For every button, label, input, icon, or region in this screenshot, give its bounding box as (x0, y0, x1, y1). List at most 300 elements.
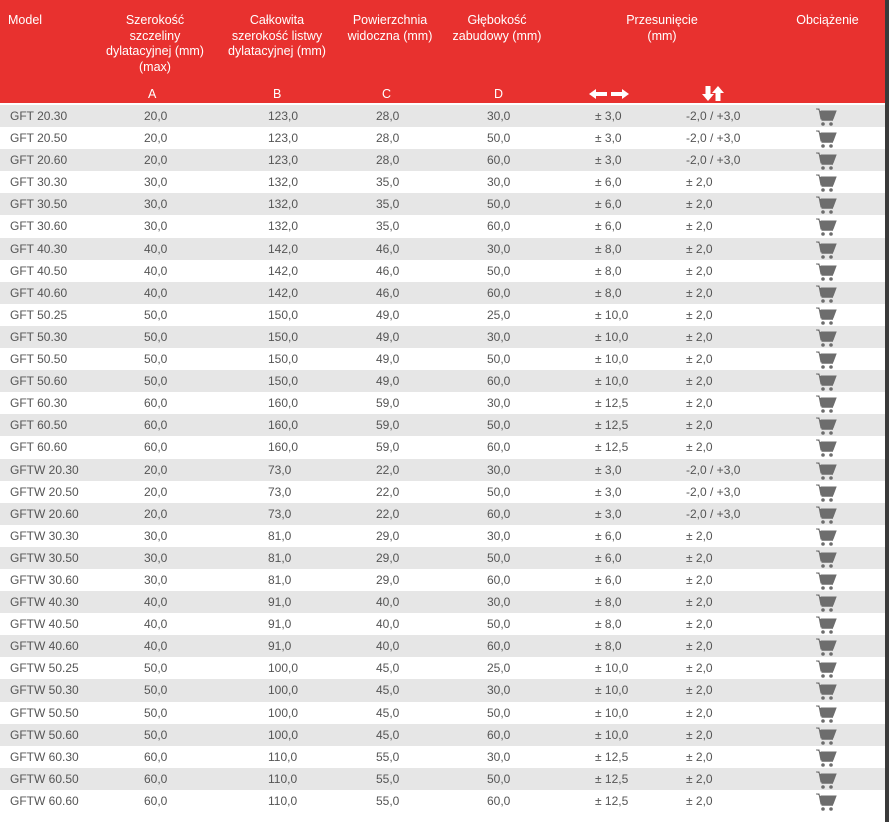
vertical-shift-arrows-icon (701, 85, 725, 102)
cell-gap-width: 50,0 (144, 683, 168, 698)
cell-total-width: 150,0 (268, 374, 299, 389)
cell-gap-width: 40,0 (144, 263, 168, 278)
cell-gap-width: 30,0 (144, 528, 168, 543)
cell-shift: ± 8,0 (595, 263, 622, 278)
cart-icon[interactable] (815, 462, 837, 481)
cell-total-width: 160,0 (268, 418, 299, 433)
cell-depth: 60,0 (487, 793, 511, 808)
cell-vertical-shift: ± 2,0 (686, 418, 713, 433)
table-row (0, 525, 885, 547)
cell-depth: 30,0 (487, 175, 511, 190)
cell-total-width: 81,0 (268, 528, 292, 543)
cell-visible-surface: 22,0 (376, 506, 400, 521)
cell-vertical-shift: ± 2,0 (686, 374, 713, 389)
table-header (0, 0, 885, 103)
cell-vertical-shift: ± 2,0 (686, 263, 713, 278)
cell-depth: 50,0 (487, 550, 511, 565)
cart-icon[interactable] (815, 196, 837, 215)
cell-gap-width: 40,0 (144, 285, 168, 300)
cell-visible-surface: 22,0 (376, 462, 400, 477)
cell-total-width: 123,0 (268, 131, 299, 146)
table-row (0, 547, 885, 569)
cell-gap-width: 50,0 (144, 661, 168, 676)
table-row (0, 591, 885, 613)
cell-total-width: 160,0 (268, 396, 299, 411)
cell-gap-width: 20,0 (144, 109, 168, 123)
cell-visible-surface: 45,0 (376, 727, 400, 742)
cell-model: GFTW 20.50 (10, 484, 79, 499)
cell-shift: ± 6,0 (595, 528, 622, 543)
cart-icon[interactable] (815, 241, 837, 260)
cell-model: GFT 30.50 (10, 197, 68, 212)
cell-shift: ± 3,0 (595, 153, 622, 168)
cell-vertical-shift: ± 2,0 (686, 307, 713, 322)
table-row (0, 282, 885, 304)
cell-gap-width: 20,0 (144, 153, 168, 168)
cell-depth: 30,0 (487, 595, 511, 610)
cell-model: GFT 50.30 (10, 329, 68, 344)
table-row (0, 304, 885, 326)
cell-depth: 30,0 (487, 109, 511, 123)
table-row (0, 746, 885, 768)
cell-depth: 60,0 (487, 506, 511, 521)
cell-visible-surface: 49,0 (376, 374, 400, 389)
cell-shift: ± 8,0 (595, 639, 622, 654)
cart-icon[interactable] (815, 506, 837, 525)
header-shift: Przesunięcie (mm) (626, 13, 698, 43)
cell-gap-width: 40,0 (144, 617, 168, 632)
cell-gap-width: 50,0 (144, 307, 168, 322)
cell-depth: 50,0 (487, 352, 511, 367)
cell-depth: 50,0 (487, 131, 511, 146)
cart-icon[interactable] (815, 528, 837, 547)
cell-depth: 60,0 (487, 639, 511, 654)
cell-shift: ± 8,0 (595, 241, 622, 256)
cell-visible-surface: 35,0 (376, 197, 400, 212)
cell-shift: ± 12,5 (595, 440, 629, 455)
cart-icon[interactable] (815, 152, 837, 171)
cell-depth: 50,0 (487, 197, 511, 212)
cell-shift: ± 3,0 (595, 131, 622, 146)
cell-model: GFT 20.50 (10, 131, 68, 146)
cell-model: GFTW 60.30 (10, 749, 79, 764)
cell-total-width: 123,0 (268, 109, 299, 123)
cell-gap-width: 50,0 (144, 329, 168, 344)
cell-visible-surface: 59,0 (376, 418, 400, 433)
cell-visible-surface: 40,0 (376, 639, 400, 654)
cell-vertical-shift: -2,0 / +3,0 (686, 153, 741, 168)
header-load: Obciążenie (796, 13, 859, 27)
cell-total-width: 132,0 (268, 219, 299, 234)
cell-vertical-shift: ± 2,0 (686, 241, 713, 256)
cell-vertical-shift: ± 2,0 (686, 175, 713, 190)
table-row (0, 414, 885, 436)
cell-shift: ± 3,0 (595, 484, 622, 499)
cell-shift: ± 12,5 (595, 793, 629, 808)
cell-model: GFT 40.50 (10, 263, 68, 278)
cell-vertical-shift: ± 2,0 (686, 440, 713, 455)
cell-vertical-shift: ± 2,0 (686, 639, 713, 654)
cell-shift: ± 6,0 (595, 197, 622, 212)
cell-total-width: 100,0 (268, 661, 299, 676)
cell-depth: 25,0 (487, 661, 511, 676)
cell-total-width: 81,0 (268, 550, 292, 565)
cell-shift: ± 12,5 (595, 418, 629, 433)
cart-icon[interactable] (815, 263, 837, 282)
cart-icon[interactable] (815, 439, 837, 458)
cell-gap-width: 60,0 (144, 793, 168, 808)
cell-vertical-shift: ± 2,0 (686, 550, 713, 565)
cell-visible-surface: 28,0 (376, 109, 400, 123)
cart-icon[interactable] (815, 218, 837, 237)
cell-model: GFTW 50.60 (10, 727, 79, 742)
cell-shift: ± 10,0 (595, 727, 629, 742)
cell-visible-surface: 28,0 (376, 153, 400, 168)
cell-shift: ± 8,0 (595, 617, 622, 632)
table-row (0, 459, 885, 481)
cell-model: GFT 60.60 (10, 440, 68, 455)
table-row (0, 679, 885, 701)
cell-shift: ± 6,0 (595, 550, 622, 565)
cart-icon[interactable] (815, 682, 837, 701)
cell-vertical-shift: -2,0 / +3,0 (686, 109, 741, 123)
cell-shift: ± 12,5 (595, 749, 629, 764)
cell-vertical-shift: ± 2,0 (686, 705, 713, 720)
table-row (0, 149, 885, 171)
cell-visible-surface: 55,0 (376, 793, 400, 808)
cell-visible-surface: 45,0 (376, 705, 400, 720)
table-row (0, 105, 885, 127)
cell-total-width: 91,0 (268, 595, 292, 610)
cell-model: GFTW 60.50 (10, 771, 79, 786)
cell-depth: 25,0 (487, 307, 511, 322)
table-row (0, 171, 885, 193)
cell-total-width: 110,0 (268, 749, 298, 764)
cell-model: GFTW 40.60 (10, 639, 79, 654)
cell-vertical-shift: ± 2,0 (686, 793, 713, 808)
horizontal-shift-arrows-icon (587, 87, 631, 101)
cell-model: GFT 30.60 (10, 219, 68, 234)
cell-gap-width: 30,0 (144, 550, 168, 565)
cell-model: GFT 40.30 (10, 241, 68, 256)
cell-shift: ± 10,0 (595, 661, 629, 676)
cell-gap-width: 20,0 (144, 131, 168, 146)
cell-depth: 50,0 (487, 617, 511, 632)
table-row (0, 724, 885, 746)
cell-visible-surface: 28,0 (376, 131, 400, 146)
cell-model: GFTW 50.30 (10, 683, 79, 698)
cell-visible-surface: 49,0 (376, 352, 400, 367)
cell-visible-surface: 40,0 (376, 617, 400, 632)
table-row (0, 370, 885, 392)
table-row (0, 238, 885, 260)
cell-total-width: 150,0 (268, 352, 299, 367)
cell-total-width: 100,0 (268, 683, 299, 698)
header-total-width: Całkowita szerokość listwy dylatacyjnej (mm) (228, 13, 326, 58)
cell-shift: ± 8,0 (595, 595, 622, 610)
cell-depth: 50,0 (487, 705, 511, 720)
cell-shift: ± 12,5 (595, 396, 629, 411)
cell-total-width: 132,0 (268, 197, 299, 212)
cart-icon[interactable] (815, 484, 837, 503)
table-row (0, 348, 885, 370)
cell-visible-surface: 59,0 (376, 440, 400, 455)
right-border (885, 0, 889, 822)
table-row (0, 790, 885, 812)
cell-model: GFTW 30.50 (10, 550, 79, 565)
table-row (0, 768, 885, 790)
cart-icon[interactable] (815, 329, 837, 348)
cell-vertical-shift: ± 2,0 (686, 595, 713, 610)
cell-gap-width: 20,0 (144, 484, 168, 499)
cart-icon[interactable] (815, 285, 837, 304)
cell-model: GFT 30.30 (10, 175, 68, 190)
cell-visible-surface: 22,0 (376, 484, 400, 499)
cell-gap-width: 50,0 (144, 727, 168, 742)
cell-total-width: 150,0 (268, 307, 299, 322)
cell-gap-width: 60,0 (144, 749, 168, 764)
table-body (0, 105, 885, 812)
header-letter-d: D (494, 87, 504, 101)
cell-depth: 30,0 (487, 749, 511, 764)
table-row (0, 613, 885, 635)
cell-gap-width: 60,0 (144, 396, 168, 411)
cell-model: GFTW 40.30 (10, 595, 79, 610)
cell-visible-surface: 35,0 (376, 219, 400, 234)
cart-icon[interactable] (815, 660, 837, 679)
cell-depth: 30,0 (487, 241, 511, 256)
cell-visible-surface: 45,0 (376, 683, 400, 698)
cell-vertical-shift: ± 2,0 (686, 683, 713, 698)
cell-depth: 30,0 (487, 683, 511, 698)
cart-icon[interactable] (815, 395, 837, 414)
cell-total-width: 81,0 (268, 572, 292, 587)
header-letter-a: A (148, 87, 157, 101)
table-row (0, 635, 885, 657)
cell-gap-width: 40,0 (144, 241, 168, 256)
cell-shift: ± 10,0 (595, 683, 629, 698)
cell-model: GFTW 60.60 (10, 793, 79, 808)
cell-depth: 30,0 (487, 329, 511, 344)
cell-gap-width: 50,0 (144, 374, 168, 389)
table-row (0, 215, 885, 237)
cart-icon[interactable] (815, 749, 837, 768)
table-row (0, 436, 885, 458)
cell-depth: 60,0 (487, 219, 511, 234)
table-row (0, 392, 885, 414)
cart-icon[interactable] (815, 373, 837, 392)
table-row (0, 569, 885, 591)
cell-shift: ± 6,0 (595, 219, 622, 234)
cart-icon[interactable] (815, 705, 837, 724)
header-letter-c: C (382, 87, 392, 101)
cell-total-width: 150,0 (268, 329, 299, 344)
cart-icon[interactable] (815, 550, 837, 569)
cell-model: GFT 50.50 (10, 352, 68, 367)
cell-gap-width: 20,0 (144, 506, 168, 521)
cell-model: GFTW 30.60 (10, 572, 79, 587)
cart-icon[interactable] (815, 771, 837, 790)
cart-icon[interactable] (815, 351, 837, 370)
cell-vertical-shift: -2,0 / +3,0 (686, 462, 741, 477)
cell-depth: 50,0 (487, 771, 511, 786)
cell-gap-width: 30,0 (144, 219, 168, 234)
cell-total-width: 132,0 (268, 175, 299, 190)
cell-vertical-shift: ± 2,0 (686, 528, 713, 543)
cart-icon[interactable] (815, 594, 837, 613)
cell-visible-surface: 55,0 (376, 771, 400, 786)
cell-shift: ± 10,0 (595, 374, 629, 389)
cell-shift: ± 10,0 (595, 352, 629, 367)
cell-gap-width: 30,0 (144, 197, 168, 212)
cell-visible-surface: 49,0 (376, 307, 400, 322)
cell-depth: 60,0 (487, 727, 511, 742)
cart-icon[interactable] (815, 417, 837, 436)
cell-total-width: 142,0 (268, 241, 299, 256)
cell-shift: ± 6,0 (595, 572, 622, 587)
cell-depth: 60,0 (487, 572, 511, 587)
cart-icon[interactable] (815, 727, 837, 746)
cell-depth: 60,0 (487, 374, 511, 389)
cell-vertical-shift: -2,0 / +3,0 (686, 506, 741, 521)
cell-visible-surface: 45,0 (376, 661, 400, 676)
cart-icon[interactable] (815, 174, 837, 193)
cell-model: GFTW 20.30 (10, 462, 79, 477)
cell-visible-surface: 29,0 (376, 550, 400, 565)
table-row (0, 503, 885, 525)
table-row (0, 127, 885, 149)
cell-total-width: 100,0 (268, 705, 299, 720)
cell-model: GFTW 50.25 (10, 661, 79, 676)
cell-shift: ± 12,5 (595, 771, 629, 786)
header-depth: Głębokość zabudowy (mm) (452, 13, 542, 43)
cell-vertical-shift: ± 2,0 (686, 197, 713, 212)
cell-gap-width: 60,0 (144, 771, 168, 786)
cell-model: GFT 20.60 (10, 153, 68, 168)
cell-total-width: 123,0 (268, 153, 299, 168)
cart-icon[interactable] (815, 638, 837, 657)
cell-model: GFT 20.30 (10, 109, 68, 123)
table-row (0, 260, 885, 282)
table-row (0, 326, 885, 348)
cell-visible-surface: 49,0 (376, 329, 400, 344)
cell-vertical-shift: ± 2,0 (686, 572, 713, 587)
cell-model: GFTW 30.30 (10, 528, 79, 543)
cell-vertical-shift: ± 2,0 (686, 219, 713, 234)
cell-visible-surface: 55,0 (376, 749, 400, 764)
cell-visible-surface: 35,0 (376, 175, 400, 190)
header-model: Model (8, 13, 43, 27)
cell-model: GFTW 50.50 (10, 705, 79, 720)
cell-depth: 30,0 (487, 528, 511, 543)
cell-vertical-shift: ± 2,0 (686, 396, 713, 411)
header-letter-b: B (273, 87, 282, 101)
cell-depth: 30,0 (487, 462, 511, 477)
cell-vertical-shift: ± 2,0 (686, 727, 713, 742)
cell-shift: ± 6,0 (595, 175, 622, 190)
cell-total-width: 73,0 (268, 462, 292, 477)
cell-vertical-shift: ± 2,0 (686, 352, 713, 367)
cell-visible-surface: 59,0 (376, 396, 400, 411)
cell-vertical-shift: ± 2,0 (686, 329, 713, 344)
cell-model: GFT 60.50 (10, 418, 68, 433)
cell-vertical-shift: ± 2,0 (686, 617, 713, 632)
cell-vertical-shift: ± 2,0 (686, 749, 713, 764)
cell-model: GFT 50.60 (10, 374, 68, 389)
cart-icon[interactable] (815, 307, 837, 326)
cell-depth: 50,0 (487, 418, 511, 433)
cell-shift: ± 3,0 (595, 109, 622, 123)
cart-icon[interactable] (815, 572, 837, 591)
cell-total-width: 142,0 (268, 285, 299, 300)
cell-total-width: 142,0 (268, 263, 299, 278)
cart-icon[interactable] (815, 616, 837, 635)
cell-depth: 60,0 (487, 285, 511, 300)
cell-vertical-shift: -2,0 / +3,0 (686, 484, 741, 499)
cell-depth: 60,0 (487, 440, 511, 455)
cell-visible-surface: 46,0 (376, 241, 400, 256)
cart-icon[interactable] (815, 108, 837, 127)
cell-gap-width: 40,0 (144, 639, 168, 654)
cell-gap-width: 60,0 (144, 440, 168, 455)
cell-shift: ± 10,0 (595, 307, 629, 322)
table-row (0, 702, 885, 724)
cell-vertical-shift: ± 2,0 (686, 285, 713, 300)
cell-shift: ± 10,0 (595, 705, 629, 720)
table-row (0, 193, 885, 215)
cell-gap-width: 60,0 (144, 418, 168, 433)
cell-total-width: 73,0 (268, 484, 292, 499)
cell-shift: ± 10,0 (595, 329, 629, 344)
cell-visible-surface: 40,0 (376, 595, 400, 610)
cell-shift: ± 3,0 (595, 506, 622, 521)
cell-gap-width: 50,0 (144, 352, 168, 367)
cell-model: GFTW 40.50 (10, 617, 79, 632)
cell-total-width: 160,0 (268, 440, 299, 455)
cell-depth: 50,0 (487, 484, 511, 499)
table-row (0, 481, 885, 503)
cell-gap-width: 30,0 (144, 175, 168, 190)
cell-total-width: 73,0 (268, 506, 292, 521)
cell-model: GFT 40.60 (10, 285, 68, 300)
cell-gap-width: 20,0 (144, 462, 168, 477)
cart-icon[interactable] (815, 130, 837, 149)
cell-model: GFTW 20.60 (10, 506, 79, 521)
cell-total-width: 91,0 (268, 617, 292, 632)
cell-total-width: 100,0 (268, 727, 299, 742)
cell-vertical-shift: ± 2,0 (686, 661, 713, 676)
cell-depth: 50,0 (487, 263, 511, 278)
cell-visible-surface: 29,0 (376, 572, 400, 587)
cell-depth: 60,0 (487, 153, 511, 168)
header-gap-width: Szerokość szczeliny dylatacyjnej (mm) (max) (106, 13, 204, 74)
cell-vertical-shift: -2,0 / +3,0 (686, 131, 741, 146)
header-visible-surface: Powierzchnia widoczna (mm) (347, 13, 433, 43)
cell-total-width: 110,0 (268, 793, 298, 808)
cell-model: GFT 50.25 (10, 307, 68, 322)
cell-shift: ± 8,0 (595, 285, 622, 300)
cell-gap-width: 40,0 (144, 595, 168, 610)
cell-vertical-shift: ± 2,0 (686, 771, 713, 786)
cell-visible-surface: 46,0 (376, 285, 400, 300)
cell-gap-width: 30,0 (144, 572, 168, 587)
cell-visible-surface: 46,0 (376, 263, 400, 278)
cart-icon[interactable] (815, 793, 837, 812)
cell-total-width: 91,0 (268, 639, 292, 654)
cell-shift: ± 3,0 (595, 462, 622, 477)
cell-visible-surface: 29,0 (376, 528, 400, 543)
table-row (0, 657, 885, 679)
